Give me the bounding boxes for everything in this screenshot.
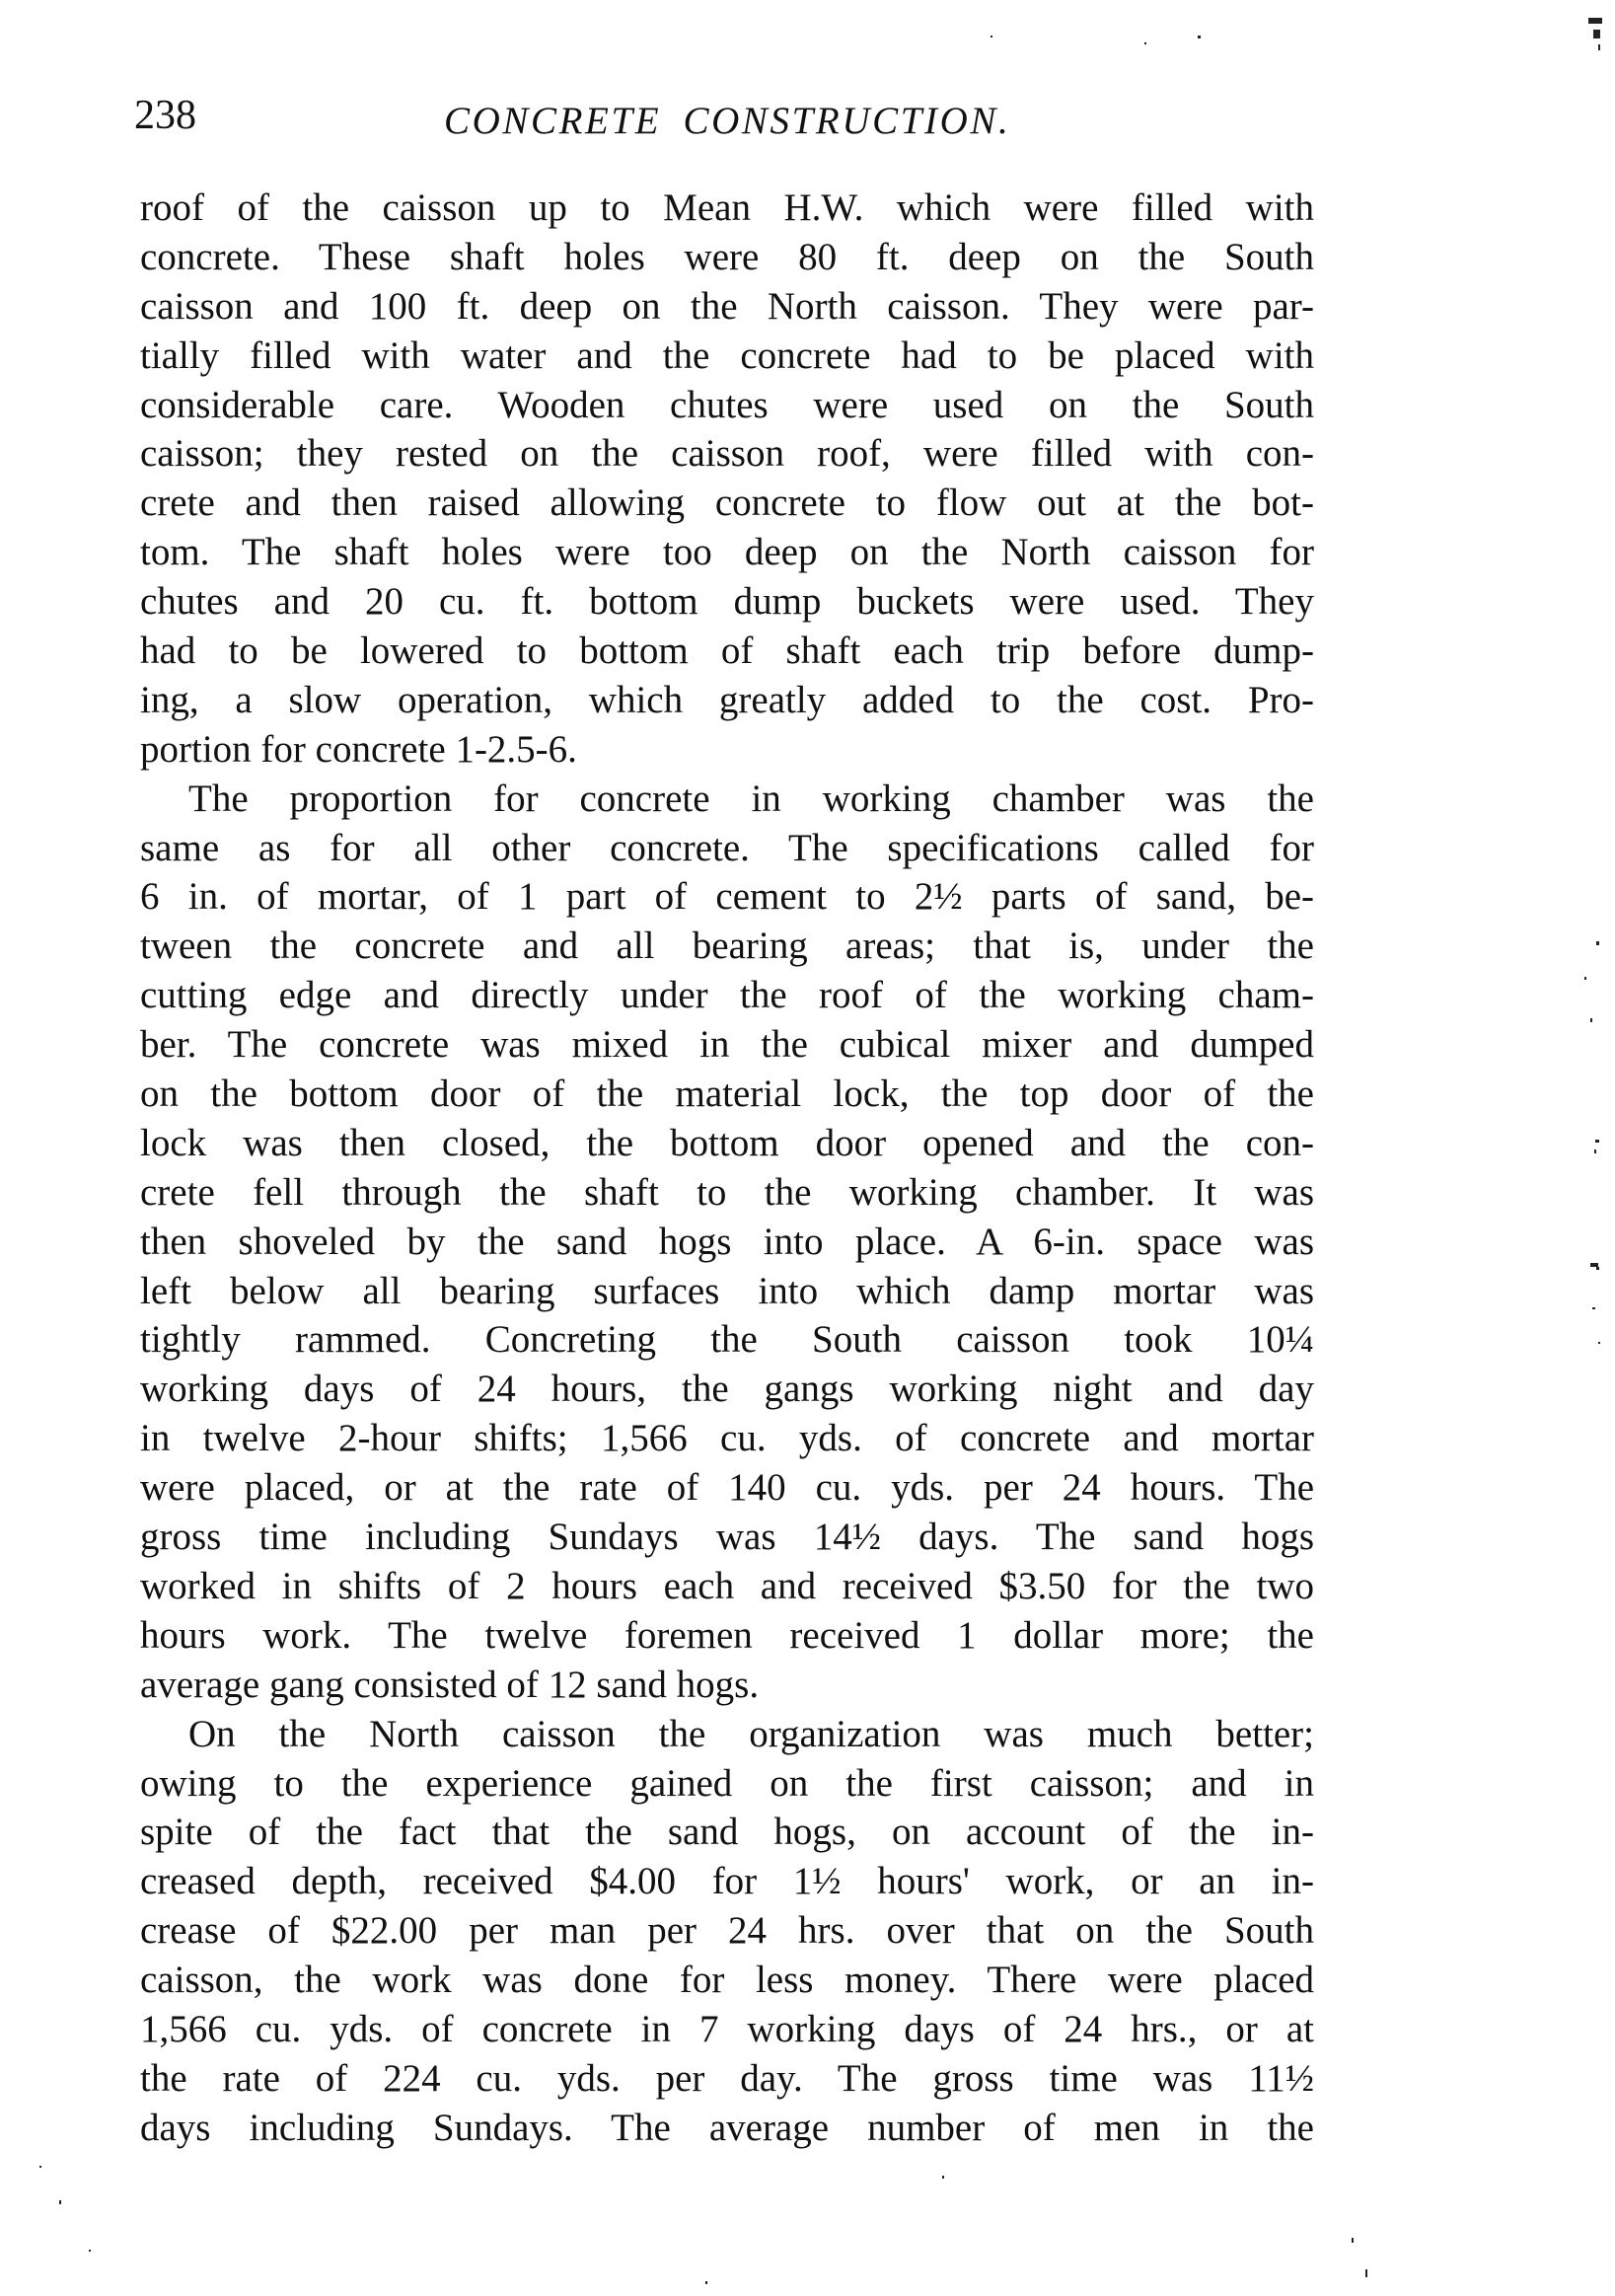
text-line: were placed, or at the rate of 140 cu. yds. per 24 hours. The	[140, 1466, 1314, 1510]
text-line: On the North caisson the organization was much better;	[188, 1712, 1314, 1755]
text-line: tially filled with water and the concrete had to be placed with	[140, 333, 1314, 377]
text-line: days including Sundays. The average number of men in the	[140, 2106, 1314, 2149]
text-line: working days of 24 hours, the gangs working night and day	[140, 1368, 1314, 1411]
body-text	[140, 184, 1314, 2153]
page-number: 238	[134, 93, 196, 138]
scan-speck	[1590, 1018, 1592, 1022]
scan-speck	[1598, 44, 1600, 50]
text-line: had to be lowered to bottom of shaft each trip before dump-	[140, 630, 1314, 673]
text-line: left below all bearing surfaces into which damp mortar was	[140, 1269, 1314, 1312]
running-head: CONCRETE CONSTRUCTION.	[444, 100, 1011, 142]
text-line: tightly rammed. Concreting the South caisson took 10¼	[140, 1318, 1314, 1362]
text-line: tom. The shaft holes were too deep on the North caisson for	[140, 531, 1314, 574]
scan-speck	[1365, 2269, 1367, 2277]
scan-speck	[1584, 977, 1586, 980]
scan-speck	[705, 2281, 707, 2284]
text-line: worked in shifts of 2 hours each and received $3.50 for the two	[140, 1564, 1314, 1607]
text-line: The proportion for concrete in working chamber was the	[188, 777, 1314, 820]
text-line: hours work. The twelve foremen received 1 dollar more; the	[140, 1613, 1314, 1657]
text-line: 6 in. of mortar, of 1 part of cement to 2½ parts of sand, be-	[140, 875, 1314, 919]
scan-speck	[1596, 1267, 1599, 1270]
text-line: crete fell through the shaft to the working chamber. It was	[140, 1170, 1314, 1214]
scan-speck	[942, 2176, 944, 2179]
text-line: same as for all other concrete. The specifications called for	[140, 826, 1314, 869]
scan-speck	[1595, 1140, 1599, 1143]
text-line: lock was then closed, the bottom door opened and the con-	[140, 1121, 1314, 1164]
paragraph	[140, 184, 1314, 775]
text-line: cutting edge and directly under the roof of the working cham-	[140, 974, 1314, 1017]
paragraph	[140, 775, 1314, 1710]
scan-speck	[1593, 30, 1600, 38]
text-line: portion for concrete 1-2.5-6.	[140, 727, 577, 771]
text-line: roof of the caisson up to Mean H.W. which were filled with	[140, 186, 1314, 229]
text-line: then shoveled by the sand hogs into place. A 6-in. space was	[140, 1220, 1314, 1263]
scan-speck	[1198, 36, 1201, 38]
scan-speck	[1144, 42, 1146, 44]
text-line: ber. The concrete was mixed in the cubical mixer and dumped	[140, 1023, 1314, 1067]
text-line: gross time including Sundays was 14½ days. The sand hogs	[140, 1516, 1314, 1559]
text-line: caisson and 100 ft. deep on the North caisson. They were par-	[140, 284, 1314, 328]
text-line: the rate of 224 cu. yds. per day. The gross time was 11½	[140, 2056, 1314, 2100]
scan-speck	[1596, 941, 1599, 945]
paragraph	[140, 1710, 1314, 2153]
scan-speck	[1594, 1149, 1596, 1153]
scan-speck	[991, 36, 992, 37]
text-line: on the bottom door of the material lock, the top door of the	[140, 1073, 1314, 1116]
scan-speck	[1598, 1342, 1600, 1344]
text-line: tween the concrete and all bearing areas; that is, under the	[140, 925, 1314, 968]
text-line: chutes and 20 cu. ft. bottom dump buckets were used. They	[140, 580, 1314, 624]
text-line: concrete. These shaft holes were 80 ft. deep on the South	[140, 235, 1314, 278]
scan-speck	[39, 2166, 41, 2168]
scan-speck	[1588, 18, 1602, 24]
text-line: average gang consisted of 12 sand hogs.	[140, 1663, 760, 1706]
text-line: spite of the fact that the sand hogs, on account of the in-	[140, 1811, 1314, 1854]
text-line: 1,566 cu. yds. of concrete in 7 working days of 24 hrs., or at	[140, 2007, 1314, 2050]
text-line: caisson, the work was done for less money. There were placed	[140, 1959, 1314, 2002]
text-line: ing, a slow operation, which greatly added to the cost. Pro-	[140, 678, 1314, 721]
text-line: considerable care. Wooden chutes were used on the South	[140, 383, 1314, 426]
text-line: owing to the experience gained on the first caisson; and in	[140, 1761, 1314, 1805]
text-line: in twelve 2-hour shifts; 1,566 cu. yds. of concrete and mortar	[140, 1417, 1314, 1460]
scan-speck	[89, 2250, 91, 2252]
scan-speck	[59, 2200, 61, 2204]
text-line: crete and then raised allowing concrete to flow out at the bot-	[140, 481, 1314, 525]
text-line: caisson; they rested on the caisson roof, were filled with con-	[140, 432, 1314, 476]
text-line: creased depth, received $4.00 for 1½ hours' work, or an in-	[140, 1860, 1314, 1903]
scan-speck	[1592, 1307, 1595, 1309]
text-line: crease of $22.00 per man per 24 hrs. over that on the South	[140, 1909, 1314, 1953]
scan-speck	[1352, 2238, 1354, 2243]
